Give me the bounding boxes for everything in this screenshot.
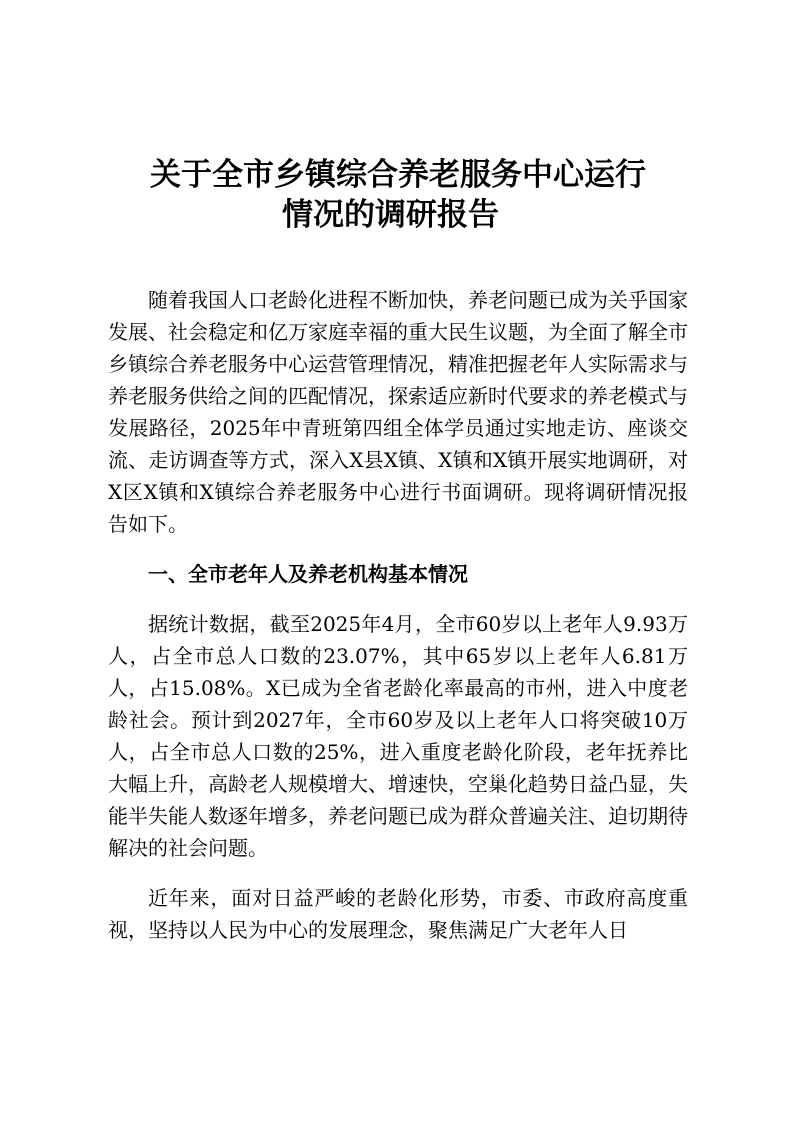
document-body [108, 284, 688, 964]
document-title [150, 155, 690, 235]
title-line-1: 关于全市乡镇综合养老服务中心运行 [150, 157, 646, 193]
section1-paragraph-2: 近年来，面对日益严峻的老龄化形势，市委、市政府高度重视，坚持以人民为中心的发展理念，聚焦满足广大老年人日 [108, 886, 688, 942]
section1-paragraph-1: 据统计数据，截至2025年4月，全市60岁以上老年人9.93万人，占全市总人口数的23.07%，其中65岁以上老年人6.81万人，占15.08%。X已成为全省老龄化率最高的市州，进入中度老龄社会。预计到2027年，全市60岁及以上老年人口将突破10万人，占全市总人口数的25%，进入重度老龄化阶段，老年抚养比大幅上升，高龄老人规模增大、增速快，空巢化趋势日益凸显，失能半失能人数逐年增多，养老问题已成为群众普遍关注、迫切期待解决的社会问题。 [108, 612, 688, 860]
section-heading-1: 一、全市老年人及养老机构基本情况 [148, 562, 468, 586]
intro-paragraph: 随着我国人口老龄化进程不断加快，养老问题已成为关乎国家发展、社会稳定和亿万家庭幸福的重大民生议题，为全面了解全市乡镇综合养老服务中心运营管理情况，精准把握老年人实际需求与养老服务供给之间的匹配情况，探索适应新时代要求的养老模式与发展路径，2025年中青班第四组全体学员通过实地走访、座谈交流、走访调查等方式，深入X县X镇、X镇和X镇开展实地调研，对X区X镇和X镇综合养老服务中心进行书面调研。现将调研情况报告如下。 [108, 288, 688, 536]
title-line-2: 情况的调研报告 [282, 197, 499, 233]
